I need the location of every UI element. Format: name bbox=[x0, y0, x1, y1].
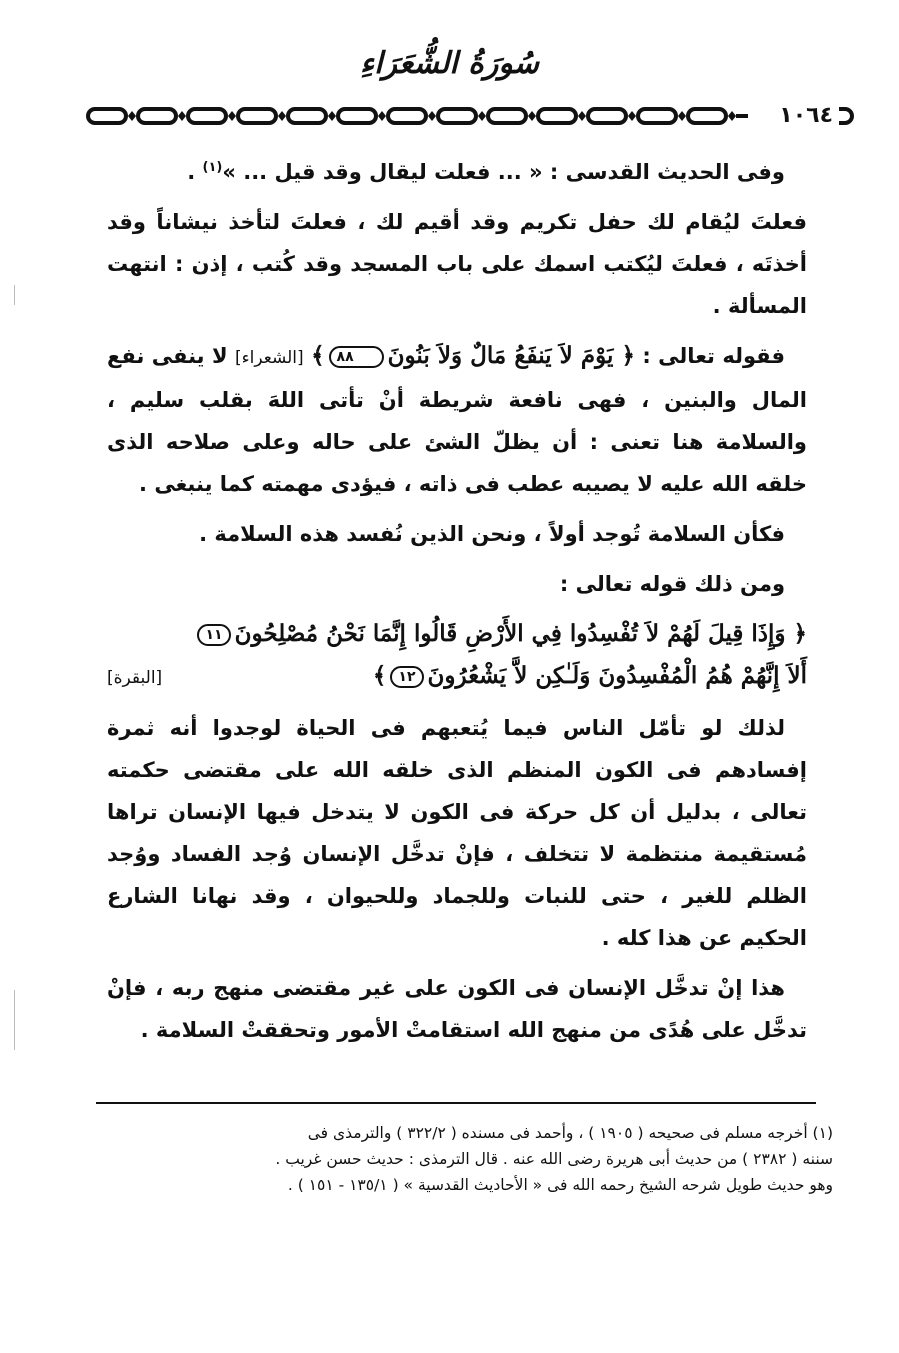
verse-text: ﴿ وَإِذَا قِيلَ لَهُمْ لاَ تُفْسِدُوا فِي الأَرْضِ قَالُوا إِنَّمَا نَحْنُ مُصْلِحُونَ bbox=[234, 620, 807, 647]
footnote-line: سننه ( ٢٣٨٢ ) من حديث أبى هريرة رضى الله عنه . قال الترمذى : حديث حسن غريب . bbox=[275, 1150, 833, 1168]
verse-close: ﴾ bbox=[372, 662, 387, 689]
page-number: ١٠٦٤ bbox=[773, 104, 839, 128]
verse-close: ﴾ bbox=[311, 342, 325, 369]
scan-margin-mark bbox=[14, 285, 15, 305]
verse-text: أَلاَ إِنَّهُمْ هُمُ الْمُفْسِدُونَ وَلَـٰكِن لاَّ يَشْعُرُونَ bbox=[427, 662, 807, 689]
paragraph-4: فكأن السلامة تُوجد أولاً ، ونحن الذين نُفسد هذه السلامة . bbox=[199, 522, 785, 546]
verse-text-2 bbox=[373, 655, 807, 697]
sentence-end: . bbox=[187, 160, 203, 184]
verse-source: [البقرة] bbox=[107, 668, 163, 688]
surah-title: سُورَةُ الشُّعَرَاءِ bbox=[360, 46, 539, 81]
paragraph-6: لذلك لو تأمّل الناس فيما يُتعبهم فى الحياة لوجدوا أنه ثمرة إفسادهم فى الكون المنظم الذى خلقه الله على مقتضى حكمته تعالى ، بدليل أن كل حركة فى الكون لا يتدخل فيها الإنسان تراها مُستقيمة منتظمة لا تتخلف ، فإنْ تدخَّل الإنسان وُجد الفساد ووُجد الظلم للغير ، حتى للنبات وللجماد وللحيوان ، وقد نهانا الشارع الحكيم عن هذا كله . bbox=[107, 716, 807, 950]
footnote-line: وهو حديث طويل شرحه الشيخ رحمه الله فى « الأحاديث القدسية » ( ١٣٥/١ - ١٥١ ) . bbox=[287, 1176, 833, 1194]
verse-number: ١١ bbox=[197, 624, 230, 646]
paragraph-2: فعلتَ ليُقام لك حفل تكريم وقد أقيم لك ، فعلتَ لتأخذ نيشاناً وقد أخذتَه ، فعلتَ ليُكتب اسمك على باب المسجد وقد كُتب ، إذن : انتهت المسألة . bbox=[107, 210, 807, 318]
paragraph-hadith bbox=[107, 147, 807, 193]
footnote-ref: (١) bbox=[202, 160, 223, 175]
quran-verse-line2 bbox=[107, 655, 807, 699]
scan-margin-mark bbox=[14, 990, 15, 1050]
paragraph-3 bbox=[107, 335, 807, 505]
quran-quote-block bbox=[107, 613, 807, 699]
paragraph-3-rest: لا ينفى نفع المال والبنين ، فهى نافعة شريطة أنْ تأتى اللهَ بقلب سليم ، والسلامة هنا تعنى : أن يظلّ الشئ على حاله وعلى صلاحه الذى خلقه الله عليه لا يصيبه عطب فى ذاته ، فيؤدى مهمته كما ينبغى . bbox=[107, 344, 807, 496]
hadith-quote: وفى الحديث القدسى : « ... فعلت ليقال وقد قيل ... » bbox=[222, 160, 785, 184]
paragraph-7: هذا إنْ تدخَّل الإنسان فى الكون على غير مقتضى منهج ربه ، فإنْ تدخَّل على هُدًى من منهج الله استقامتْ الأمور وتحققتْ السلامة . bbox=[107, 976, 807, 1042]
quran-verse-line1 bbox=[107, 613, 807, 655]
verse-number: ٨٨ bbox=[329, 346, 384, 368]
quran-verse: ﴿ يَوْمَ لاَ يَنفَعُ مَالٌ وَلاَ بَنُونَ bbox=[387, 342, 635, 369]
footnotes bbox=[75, 1120, 833, 1198]
main-text bbox=[107, 147, 807, 1059]
verse-number: ١٢ bbox=[390, 666, 423, 688]
verse-source: [الشعراء] bbox=[235, 348, 304, 368]
intro-text: فقوله تعالى : bbox=[634, 344, 785, 368]
decorative-border bbox=[86, 103, 854, 129]
footnote-line: (١) أخرجه مسلم فى صحيحه ( ١٩٠٥ ) ، وأحمد فى مسنده ( ٣٢٢/٢ ) والترمذى فى bbox=[307, 1124, 833, 1142]
paragraph-5: ومن ذلك قوله تعالى : bbox=[559, 572, 785, 596]
footnote-divider bbox=[96, 1102, 816, 1104]
